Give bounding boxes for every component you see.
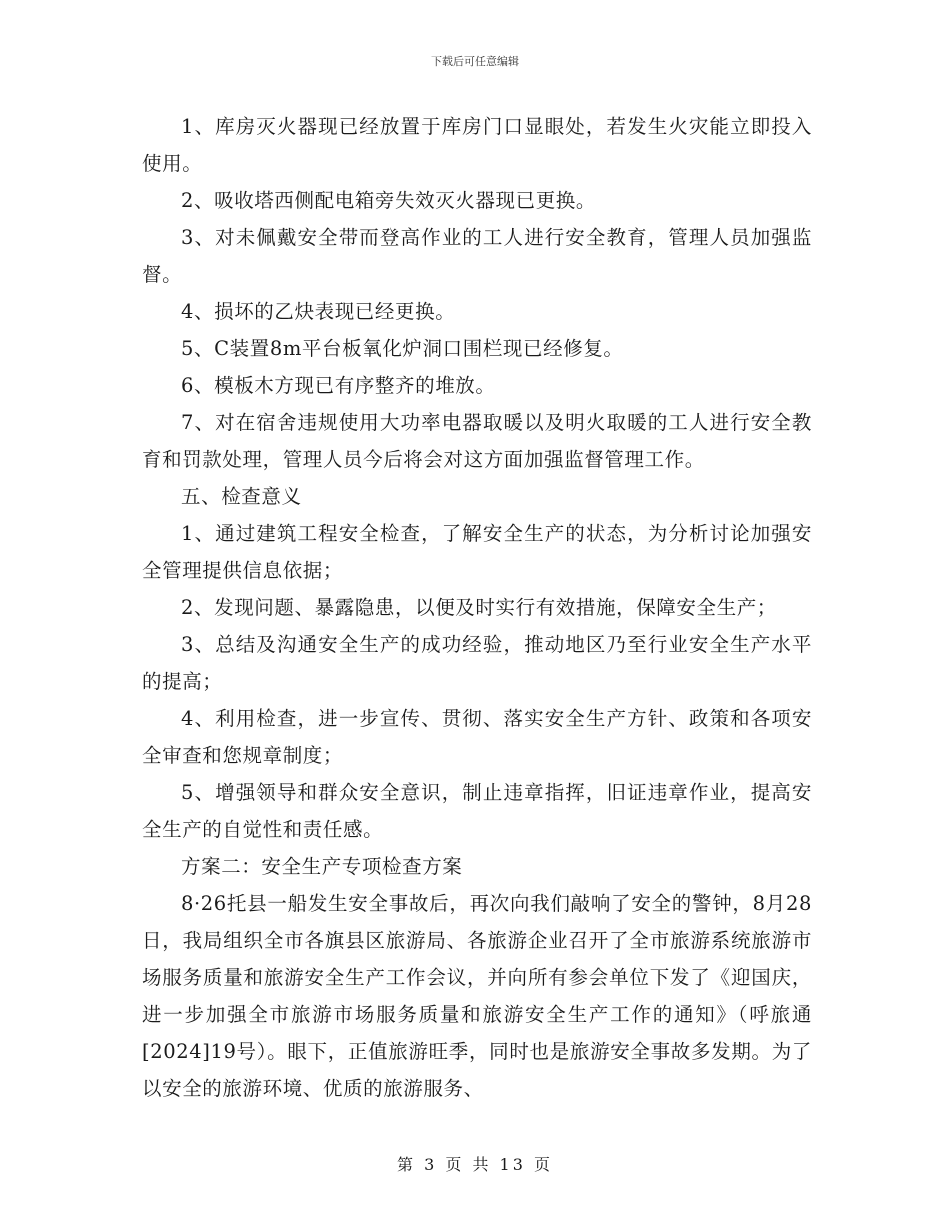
paragraph: 3、对未佩戴安全带而登高作业的工人进行安全教育，管理人员加强监督。 <box>142 226 812 286</box>
paragraph: 7、对在宿舍违规使用大功率电器取暖以及明火取暖的工人进行安全教育和罚款处理，管理人员今后将会对这方面加强监督管理工作。 <box>142 411 812 471</box>
paragraph: 6、模板木方现已有序整齐的堆放。 <box>181 374 496 397</box>
page-number-footer: 第 3 页 共 13 页 <box>397 1155 553 1174</box>
paragraph: 2、吸收塔西侧配电箱旁失效灭火器现已更换。 <box>181 189 597 212</box>
paragraph: 4、损坏的乙炔表现已经更换。 <box>181 300 456 323</box>
paragraph: 1、库房灭火器现已经放置于库房门口显眼处，若发生火灾能立即投入使用。 <box>142 115 812 175</box>
section-heading: 方案二：安全生产专项检查方案 <box>181 855 463 878</box>
section-heading: 五、检查意义 <box>181 485 302 508</box>
paragraph: 4、利用检查，进一步宣传、贯彻、落实安全生产方针、政策和各项安全审查和您规章制度； <box>142 707 812 767</box>
paragraph: 3、总结及沟通安全生产的成功经验，推动地区乃至行业安全生产水平的提高； <box>142 633 812 693</box>
paragraph: 8·26托县一船发生安全事故后，再次向我们敲响了安全的警钟，8月28日，我局组织全市各旗县区旅游局、各旅游企业召开了全市旅游系统旅游市场服务质量和旅游安全生产工作会议，并向所有参会单位下发了《迎国庆，进一步加强全市旅游市场服务质量和旅游安全生产工作的通知》（呼旅通[2024]19号）。眼下，正值旅游旺季，同时也是旅游安全事故多发期。为了以安全的旅游环境、优质的旅游服务、 <box>142 892 812 1100</box>
paragraph: 2、发现问题、暴露隐患，以便及时实行有效措施，保障安全生产； <box>181 596 777 619</box>
page-header: 下载后可任意编辑 <box>431 55 519 68</box>
paragraph: 5、C装置8m平台板氧化炉洞口围栏现已经修复。 <box>181 337 624 360</box>
paragraph: 5、增强领导和群众安全意识，制止违章指挥，旧证违章作业，提高安全生产的自觉性和责任感。 <box>142 781 812 841</box>
document-body <box>142 108 812 1107</box>
paragraph: 1、通过建筑工程安全检查，了解安全生产的状态，为分析讨论加强安全管理提供信息依据； <box>142 522 812 582</box>
